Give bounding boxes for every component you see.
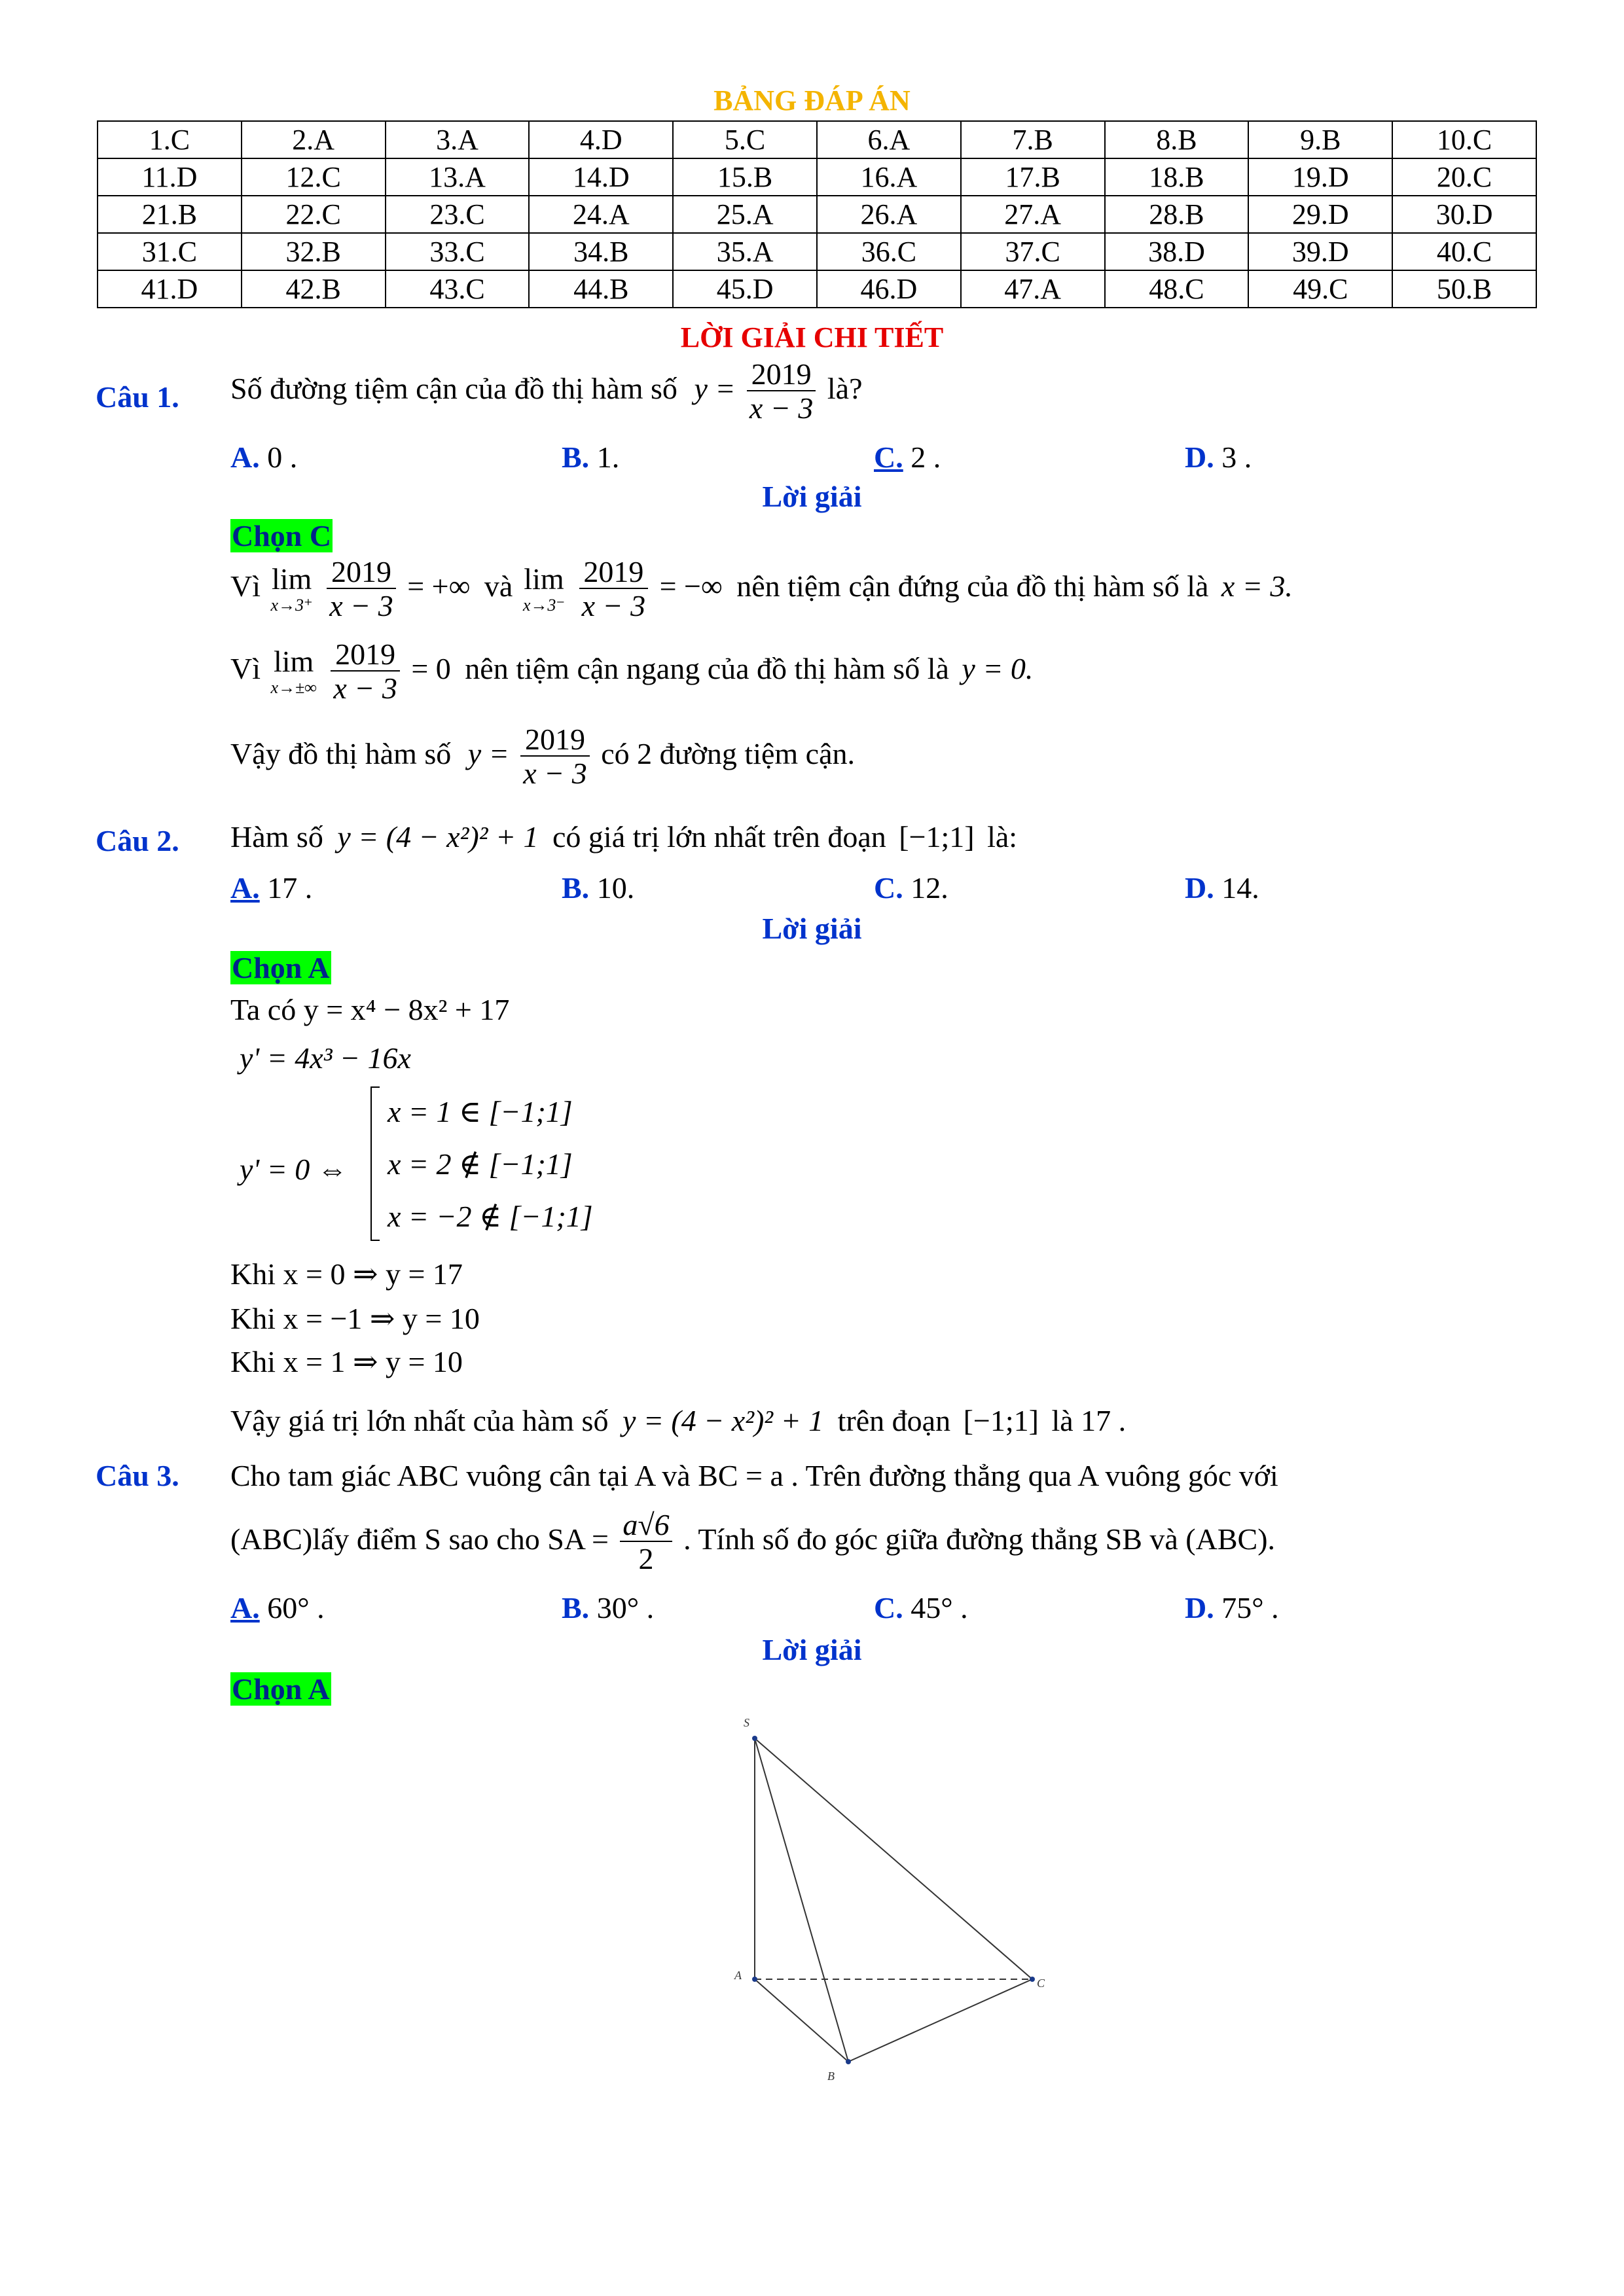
answer-table-cell: 14.D: [529, 158, 673, 196]
question-3-option-d[interactable]: D. 75° .: [1185, 1591, 1279, 1624]
answer-table-cell: 9.B: [1248, 121, 1392, 158]
answer-table-row: [98, 196, 1536, 233]
answer-table-row: [98, 270, 1536, 308]
pyramid-figure: [694, 1702, 1100, 2081]
answer-table-cell: 43.C: [386, 270, 530, 308]
question-1-solution-heading: Lời giải: [762, 480, 862, 513]
answer-table-cell: 27.A: [961, 196, 1105, 233]
question-2-case-3: x = −2 ∉ [−1;1]: [388, 1200, 593, 1233]
answer-table-cell: 28.B: [1105, 196, 1249, 233]
answer-table-cell: 3.A: [386, 121, 530, 158]
answer-table-cell: 11.D: [98, 158, 242, 196]
answer-table-cell: 1.C: [98, 121, 242, 158]
section-title: LỜI GIẢI CHI TIẾT: [680, 321, 944, 353]
question-3-label: Câu 3.: [96, 1459, 179, 1492]
edge-sc: [755, 1738, 1032, 1979]
question-1-option-a[interactable]: A. 0 .: [230, 440, 298, 474]
question-1-stem: Số đường tiệm cận của đồ thị hàm số y = $\frac{2019}{x - 3}$ là?: [230, 357, 863, 425]
answer-table-cell: 12.C: [242, 158, 386, 196]
answer-table-cell: 33.C: [386, 233, 530, 270]
question-2-choice: Chọn A: [232, 951, 330, 984]
question-2-option-a[interactable]: A. 17 .: [230, 871, 313, 905]
question-3-choice: Chọn A: [232, 1672, 330, 1706]
point-b: [846, 2059, 851, 2064]
answer-table-cell: 37.C: [961, 233, 1105, 270]
answer-table-cell: 2.A: [242, 121, 386, 158]
answer-table-cell: 44.B: [529, 270, 673, 308]
question-3-option-c[interactable]: C. 45° .: [874, 1591, 968, 1624]
answer-table-cell: 4.D: [529, 121, 673, 158]
question-2-option-d[interactable]: D. 14.: [1185, 871, 1259, 905]
question-3-solution-heading: Lời giải: [762, 1633, 862, 1666]
question-2-khi-1: Khi x = 0 ⇒ y = 17: [230, 1257, 463, 1291]
question-3-stem-line-2: (ABC)lấy điểm S sao cho SA = $\frac{a√6}{2}$ . Tính số đo góc giữa đường thẳng SB và (ABC).: [230, 1508, 1276, 1576]
question-2-derivative-zero: y' = 0 ⇔: [240, 1153, 348, 1186]
point-c: [1030, 1977, 1035, 1982]
answer-table-cell: 45.D: [673, 270, 817, 308]
question-3-option-b[interactable]: B. 30° .: [562, 1591, 655, 1624]
answer-table-cell: 40.C: [1392, 233, 1536, 270]
answer-table-cell: 21.B: [98, 196, 242, 233]
answer-table-cell: 50.B: [1392, 270, 1536, 308]
answer-table-cell: 42.B: [242, 270, 386, 308]
answer-table-cell: 6.A: [817, 121, 961, 158]
answer-table-cell: 36.C: [817, 233, 961, 270]
question-2-line-1: Ta có y = x⁴ − 8x² + 17: [230, 993, 510, 1026]
answer-table-cell: 35.A: [673, 233, 817, 270]
answer-table-cell: 25.A: [673, 196, 817, 233]
question-1-line-1: Vì lim x→3⁺ $\frac{2019}{x - 3}$ = +∞ và lim x→3⁻ $\frac{2019}{x - 3}$ = −∞ nên tiệm cận đứng của đồ thị hàm số là x = 3.: [230, 555, 1293, 623]
answer-table-cell: 20.C: [1392, 158, 1536, 196]
answer-table-cell: 49.C: [1248, 270, 1392, 308]
question-1-label: Câu 1.: [96, 380, 179, 414]
question-1-line-2: Vì lim x→±∞ $\frac{2019}{x - 3}$ = 0 nên tiệm cận ngang của đồ thị hàm số là y = 0.: [230, 637, 1034, 706]
question-1-line-3: Vậy đồ thị hàm số y = $\frac{2019}{x - 3}$ có 2 đường tiệm cận.: [230, 723, 855, 791]
answer-table-cell: 38.D: [1105, 233, 1249, 270]
answer-table-cell: 18.B: [1105, 158, 1249, 196]
question-2-khi-3: Khi x = 1 ⇒ y = 10: [230, 1345, 463, 1378]
answer-table-cell: 48.C: [1105, 270, 1249, 308]
answer-table-title: BẢNG ĐÁP ÁN: [713, 84, 911, 117]
question-2-case-2: x = 2 ∉ [−1;1]: [388, 1147, 573, 1181]
answer-table-cell: 41.D: [98, 270, 242, 308]
label-b: B: [827, 2070, 835, 2081]
answer-table-cell: 16.A: [817, 158, 961, 196]
answer-table-cell: 32.B: [242, 233, 386, 270]
edge-sb: [755, 1738, 848, 2062]
label-c: C: [1037, 1977, 1045, 1990]
answer-table-cell: 46.D: [817, 270, 961, 308]
question-1-option-d[interactable]: D. 3 .: [1185, 440, 1252, 474]
question-2-case-1: x = 1 ∈ [−1;1]: [388, 1095, 573, 1128]
answer-table-cell: 8.B: [1105, 121, 1249, 158]
label-a: A: [734, 1969, 742, 1982]
question-1-option-c[interactable]: C. 2 .: [874, 440, 941, 474]
answer-table-row: [98, 233, 1536, 270]
answer-table-cell: 34.B: [529, 233, 673, 270]
label-s: S: [744, 1716, 749, 1729]
edge-ab: [755, 1979, 848, 2062]
question-2-option-b[interactable]: B. 10.: [562, 871, 635, 905]
answer-table-cell: 19.D: [1248, 158, 1392, 196]
question-2-line-2: y' = 4x³ − 16x: [240, 1041, 411, 1075]
answer-table-cell: 26.A: [817, 196, 961, 233]
answer-table-cell: 15.B: [673, 158, 817, 196]
answer-table-cell: 29.D: [1248, 196, 1392, 233]
question-3-stem-line-1: Cho tam giác ABC vuông cân tại A và BC = a . Trên đường thẳng qua A vuông góc với: [230, 1459, 1278, 1492]
question-1-option-b[interactable]: B. 1.: [562, 440, 620, 474]
question-3-option-a[interactable]: A. 60° .: [230, 1591, 325, 1624]
answer-table-cell: 13.A: [386, 158, 530, 196]
case-bracket: [370, 1086, 380, 1241]
answer-table-cell: 7.B: [961, 121, 1105, 158]
question-2-option-c[interactable]: C. 12.: [874, 871, 948, 905]
question-1-choice: Chọn C: [232, 519, 332, 552]
answer-table-cell: 17.B: [961, 158, 1105, 196]
answer-table: [97, 120, 1537, 308]
answer-table-cell: 31.C: [98, 233, 242, 270]
answer-table-cell: 39.D: [1248, 233, 1392, 270]
point-s: [752, 1736, 757, 1741]
answer-table-cell: 22.C: [242, 196, 386, 233]
edge-bc: [848, 1979, 1032, 2062]
answer-table-row: [98, 158, 1536, 196]
answer-table-cell: 10.C: [1392, 121, 1536, 158]
answer-table-cell: 47.A: [961, 270, 1105, 308]
question-2-conclusion: Vậy giá trị lớn nhất của hàm số y = (4 − x²)² + 1 trên đoạn [−1;1] là 17 .: [230, 1404, 1127, 1437]
question-2-solution-heading: Lời giải: [762, 912, 862, 945]
answer-table-cell: 24.A: [529, 196, 673, 233]
point-a: [752, 1977, 757, 1982]
answer-table-cell: 30.D: [1392, 196, 1536, 233]
answer-table-cell: 23.C: [386, 196, 530, 233]
question-2-label: Câu 2.: [96, 824, 179, 857]
question-2-stem: Hàm số y = (4 − x²)² + 1 có giá trị lớn nhất trên đoạn [−1;1] là:: [230, 820, 1018, 853]
answer-table-cell: 5.C: [673, 121, 817, 158]
question-2-khi-2: Khi x = −1 ⇒ y = 10: [230, 1302, 480, 1335]
answer-table-row: [98, 121, 1536, 158]
